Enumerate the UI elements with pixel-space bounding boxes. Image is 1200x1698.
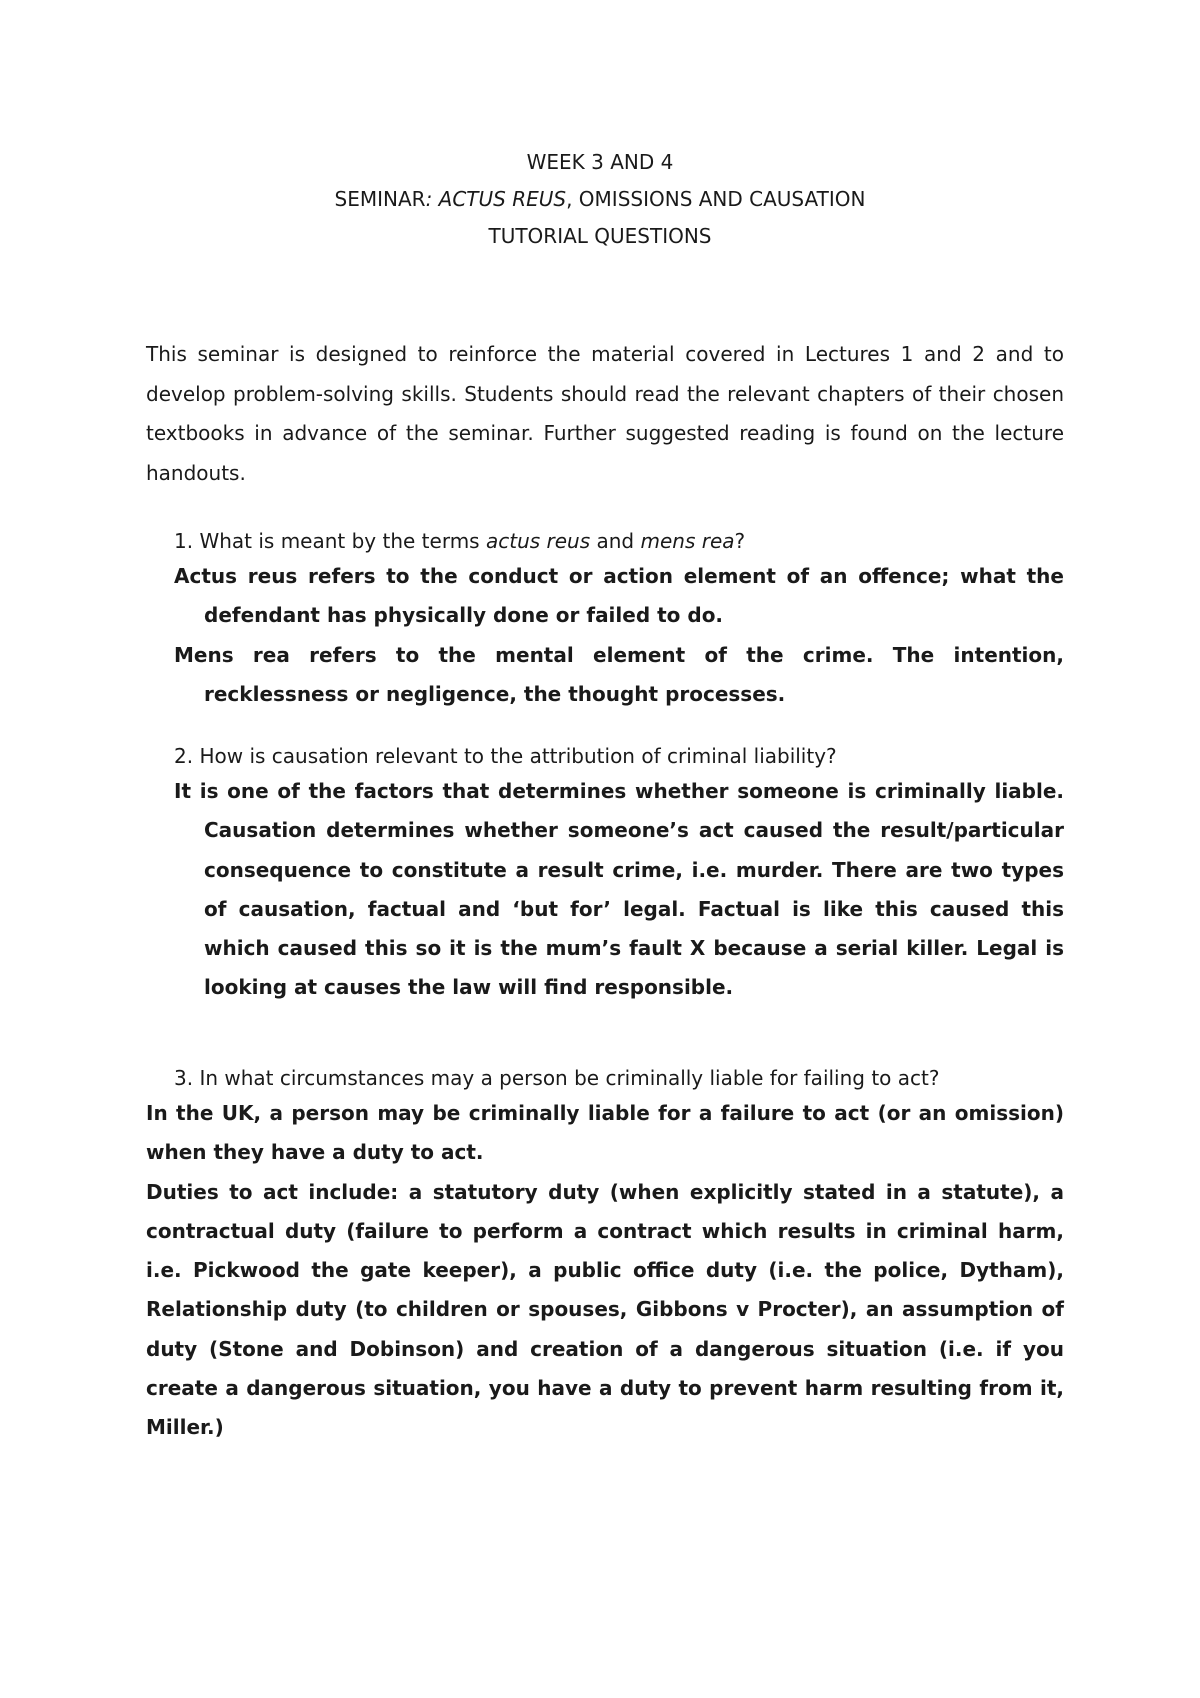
question-1-text-c: ? — [734, 529, 746, 553]
answer-3 — [146, 1094, 1064, 1448]
seminar-label: SEMINAR — [334, 187, 426, 211]
actus-reus-heading: : ACTUS REUS — [425, 187, 567, 211]
question-3-text: In what circumstances may a person be criminally liable for failing to act? — [199, 1066, 940, 1090]
question-1-text-b: and — [590, 529, 641, 553]
question-1 — [174, 522, 1064, 561]
question-3-number: 3. — [174, 1066, 194, 1090]
question-2-text: How is causation relevant to the attribution of criminal liability? — [199, 744, 837, 768]
answer-1 — [174, 557, 1064, 714]
term-mens-rea: mens rea — [640, 529, 735, 553]
document-header — [0, 144, 1200, 255]
tutorial-questions-title: TUTORIAL QUESTIONS — [488, 224, 712, 248]
seminar-subtitle: , OMISSIONS AND CAUSATION — [566, 187, 866, 211]
seminar-title — [0, 181, 1200, 218]
answer-2: It is one of the factors that determines whether someone is criminally liable. Causation determines whether someone’s act caused the result/particular consequence to constitute a result crime, i.e. murder. There are two types of causation, factual and ‘but for’ legal. Factual is like this caused this which caused this so it is the mum’s fault X because a serial killer. Legal is looking at causes the law will find responsible. — [174, 779, 1064, 1000]
question-3 — [174, 1059, 1064, 1098]
week-title: WEEK 3 AND 4 — [526, 150, 674, 174]
answer-3-duties: Duties to act include: a statutory duty (when explicitly stated in a statute), a contractual duty (failure to perform a contract which results in criminal harm, i.e. Pickwood the gate keeper), a public office duty (i.e. the police, Dytham), Relationship duty (to children or spouses, Gibbons v Procter), an assumption of duty (Stone and Dobinson) and creation of a dangerous situation (i.e. if you create a dangerous situation, you have a duty to prevent harm resulting from it, Miller.) — [146, 1179, 1064, 1440]
answer-3-intro: In the UK, a person may be criminally liable for a failure to act (or an omission) when they have a duty to act. — [146, 1101, 1064, 1165]
term-actus-reus: actus reus — [485, 529, 591, 553]
question-1-text-a: What is meant by the terms — [199, 529, 486, 553]
question-2 — [174, 737, 1064, 776]
intro-paragraph: This seminar is designed to reinforce the material covered in Lectures 1 and 2 and to develop problem-solving skills. Students should read the relevant chapters of their chosen textbooks in advance of the seminar. Further suggested reading is found on the lecture handouts. — [146, 342, 1064, 485]
answer-1-actus-reus: Actus reus refers to the conduct or action element of an offence; what the defendant has physically done or failed to do. — [174, 564, 1064, 628]
question-2-number: 2. — [174, 744, 194, 768]
answer-1-mens-rea: Mens rea refers to the mental element of the crime. The intention, recklessness or negligence, the thought processes. — [174, 642, 1064, 706]
question-1-number: 1. — [174, 529, 194, 553]
